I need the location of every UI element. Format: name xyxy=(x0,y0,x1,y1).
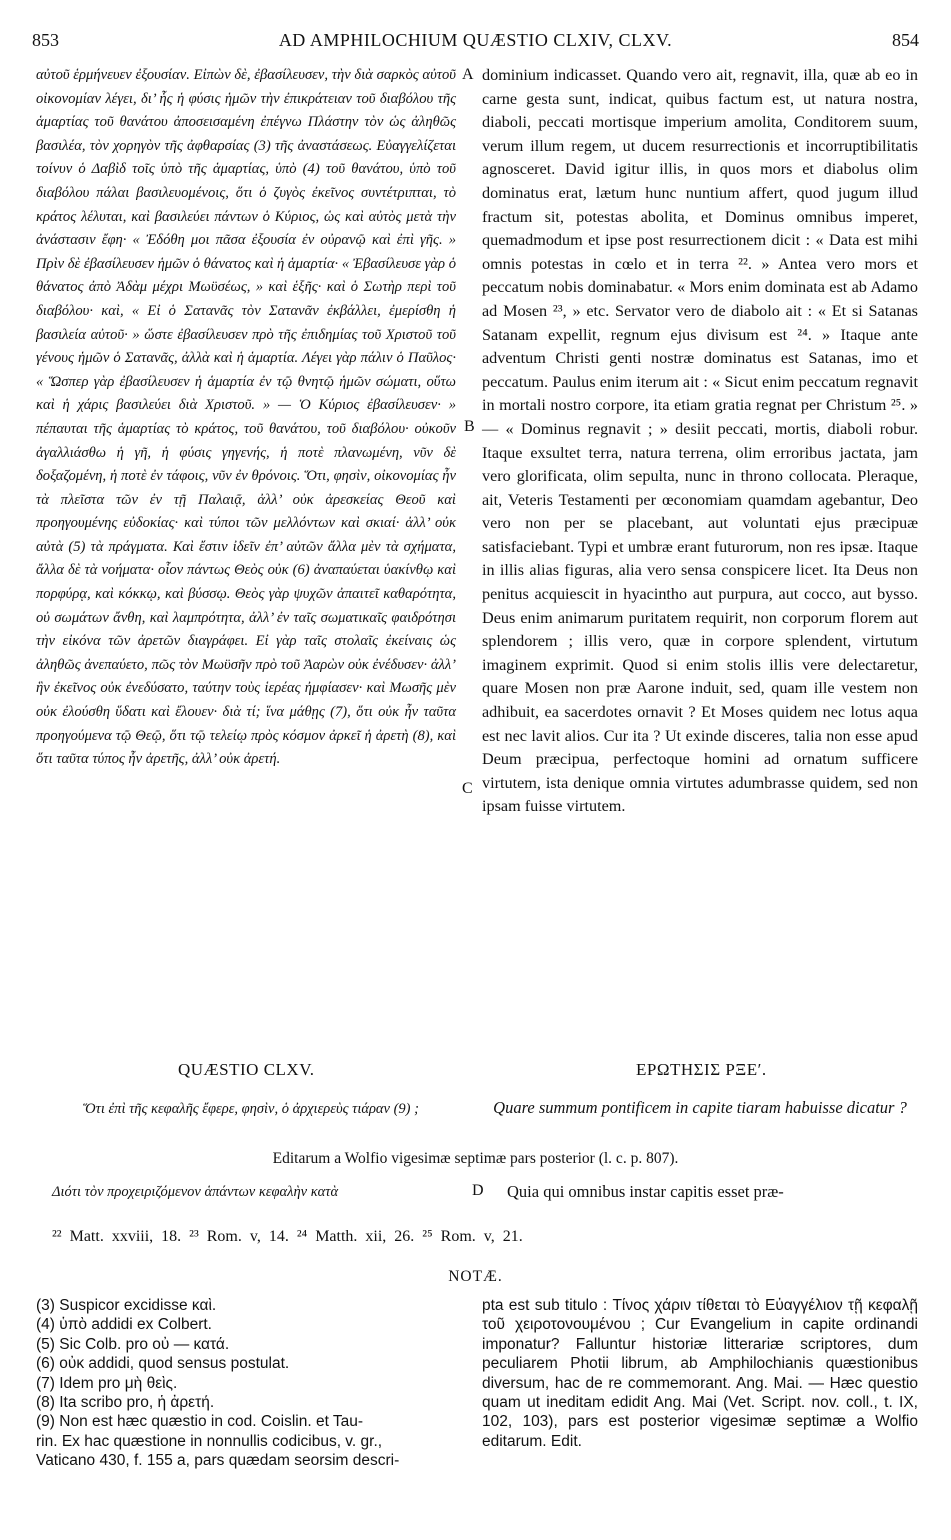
margin-letter-a: A xyxy=(462,66,474,83)
left-page-number: 853 xyxy=(32,30,59,50)
notes-left-column xyxy=(36,1296,456,1471)
question-title-latin: Quare summum pontificem in capite tiaram habuisse dicatur ? xyxy=(493,1098,907,1117)
question-heading-greek: ΕΡΩΤΗΣΙΣ ΡΞΕʹ. xyxy=(636,1060,767,1079)
latin-continuation: Quia qui omnibus instar capitis esset præ- xyxy=(507,1182,784,1201)
latin-column xyxy=(482,64,918,819)
note-line: rin. Ex hac quæstione in nonnullis codicibus, v. gr., xyxy=(36,1432,383,1450)
note-line: (8) Ita scribo pro, ἡ ἀρετή. xyxy=(36,1394,215,1412)
greek-continuation: Διότι τὸν προχειριζόμενον ἁπάντων κεφαλὴν κατὰ xyxy=(52,1184,339,1200)
note-line: (3) Suspicor excidisse καὶ. xyxy=(36,1297,217,1314)
notes-right-column xyxy=(482,1296,918,1451)
note-line: (4) ὑπὸ addidi ex Colbert. xyxy=(36,1316,212,1334)
note-line: (6) οὐκ addidi, quod sensus postulat. xyxy=(36,1355,290,1373)
note-line: (9) Non est hæc quæstio in cod. Coislin. et Tau- xyxy=(36,1413,364,1431)
scripture-references: ²² Matt. xxviii, 18. ²³ Rom. v, 14. ²⁴ Matth. xii, 26. ²⁵ Rom. v, 21. xyxy=(52,1228,523,1245)
note-line: Vaticano 430, f. 155 a, pars quædam seorsim descri- xyxy=(36,1452,400,1470)
margin-letter-b: B xyxy=(464,418,475,435)
question-heading-latin: QUÆSTIO CLXV. xyxy=(178,1060,315,1079)
right-page-number: 854 xyxy=(892,30,919,50)
note-line: (5) Sic Colb. pro οὐ — κατά. xyxy=(36,1335,230,1353)
greek-column xyxy=(36,64,456,772)
editor-note: Editarum a Wolfio vigesimæ septimæ pars posterior (l. c. p. 807). xyxy=(272,1150,679,1167)
margin-letter-d: D xyxy=(472,1182,484,1199)
note-line: (7) Idem pro μὴ θεὶς. xyxy=(36,1374,178,1392)
running-title: AD AMPHILOCHIUM QUÆSTIO CLXIV, CLXV. xyxy=(278,30,673,50)
note-continuation: pta est sub titulo : Τίνος χάριν τίθεται τὸ Εὐαγγέλιον τῇ κεφαλῇ τοῦ χειροτονουμένου ; Cur Evangelium in capite ordinandi imponatur? Falluntur historiæ litterariæ scriptores, dum peculiarem Photii librum, ab Amphilochianis quæstionibus diversum, hac de re commemorant. Ang. Mai. — Hæc questio quam ut ineditam edidit Ang. Mai (Vet. Script. nov. coll., t. IX, 102, 103), pars est posterior vigesimæ septimæ a Wolfio editarum. Edit. xyxy=(482,1297,918,1450)
running-header xyxy=(32,30,919,56)
margin-letter-c: C xyxy=(462,780,473,797)
latin-text: dominium indicasset. Quando vero ait, regnavit, illa, quæ ab eo in carne gesta sunt, indicat, quibus factum est, ut natura nostra, diaboli, peccati mortisque imperium amolita, Conditorem suum, verum illum regem, ut ducem resurrectionis et incorruptibilitatis agnosceret. David igitur illis, in quos mors et diabolus olim dominatus erat, lætum hunc nuntium affert, quod jugum illud fractum sit, potestas abolita, et Dominus omnibus imperet, quemadmodum et ipse post resurrectionem dicit : « Data est mihi omnis potestas in cœlo et in terra ²². » Antea vero mors et peccatum nobis dominabatur. « Mors enim dominata est ab Adamo ad Mosen ²³, » etc. Servator vero de diabolo ait : « Et si Satanas Satanam expellit, regnum ejus divisum est ²⁴. » Itaque ante adventum Christi genti nostræ dominatus est Satanas, imo et peccatum. Paulus enim iterum ait : « Sicut enim peccatum regnavit in mortali nostro corpore, ita etiam gratia regnat per Christum ²⁵. » — « Dominus regnavit ; » desiit peccati, mortis, diaboli robur. Itaque exsultet terra, natura terrena, olim erroribus jactata, jam vero glorificata, olim sepulta, nunc in throno collocata. Pleraque, ait, Veteris Testamenti per œconomiam quamdam agebantur, Deo vero non per se placebant, aut voluntati ejus præcipuæ satisfaciebant. Typi et umbræ erant futurorum, non res ipsæ. Itaque in illis alias figuras, alia vero sensa conspicere licet. Ita Deus non penitus acquiescit in hyacintho aut purpura, aut cocco, aut bysso. Deus enim animarum puritatem requirit, non corporum florem aut splendorem ; illis vero, quæ in corpore splendent, virtutum imaginem exprimit. Quod si enim stolis illis vere delectaretur, quare Mosen non præ Aarone induit, sed, quam ille vestem non adhibuit, ea sacerdotes ornavit ? Et Moses quidem nec lotus aqua est nec lavit alios. Cur ita ? Ut exinde disceres, talia non esse apud Deum præcipua, perfectoque homini ad ornatum sufficere virtutem, ista denique omnia virtutes adumbrasse quidem, sed non ipsam fuisse virtutem. xyxy=(482,66,918,816)
question-title-greek: Ὅτι ἐπὶ τῆς κεφαλῆς ἔφερε, φησὶν, ὁ ἀρχιερεὺς τιάραν (9) ; xyxy=(83,1101,419,1117)
greek-text: αὐτοῦ ἑρμήνευεν ἐξουσίαν. Εἰπὼν δὲ, ἐβασίλευσεν, τὴν διὰ σαρκὸς αὐτοῦ οἰκονομίαν λέγει, δι’ ἧς ἡ φύσις ἡμῶν τὴν ἐπικράτειαν τοῦ διαβόλου τῆς ἁμαρτίας τοῦ θανάτου ἀποσεισαμένη ἐπέγνω Πλάστην τὸν ὡς ἀληθῶς βασιλέα, τὸν χορηγὸν τῆς ἀφθαρσίας (3) τῆς ἀναστάσεως. Εὐαγγελίζεται τοίνυν ὁ Δαβὶδ τοῖς ὑπὸ τῆς ἁμαρτίας, ὑπὸ (4) τοῦ θανάτου, ὑπὸ τοῦ διαβόλου πάλαι βασιλευομένοις, ὅτι ὁ ζυγὸς ἐκεῖνος συντέτριπται, τὸ κράτος λέλυται, καὶ βασιλεύει πάντων ὁ Κύριος, ὡς καὶ αὐτὸς μετὰ τὴν ἀνάστασιν ἔφη· « Ἐδόθη μοι πᾶσα ἐξουσία ἐν οὐρανῷ καὶ ἐπὶ γῆς. » Πρὶν δὲ ἐβασίλευσεν ἡμῶν ὁ θάνατος καὶ ἡ ἁμαρτία· « Ἐβασίλευσε γὰρ ὁ θάνατος ἀπὸ Ἀδὰμ μέχρι Μωϋσέως, » καὶ ἑξῆς· καὶ ὁ Σωτὴρ περὶ τοῦ διαβόλου· καὶ, « Εἰ ὁ Σατανᾶς τὸν Σατανᾶν ἐκβάλλει, ἐμερίσθη ἡ βασιλεία αὐτοῦ· » ὥστε ἐβασίλευσεν πρὸ τῆς ἐπιδημίας τοῦ Χριστοῦ τοῦ γένους ἡμῶν ὁ Σατανᾶς, ἀλλὰ καὶ ἡ ἁμαρτία. Λέγει γὰρ πάλιν ὁ Παῦλος· « Ὥσπερ γὰρ ἐβασίλευσεν ἡ ἁμαρτία ἐν τῷ θνητῷ ἡμῶν σώματι, οὕτω καὶ ἡ χάρις βασιλεύει διὰ Χριστοῦ. » — Ὁ Κύριος ἐβασίλευσεν· » πέπαυται τῆς ἁμαρτίας τὸ κράτος, τοῦ θανάτου, τοῦ διαβόλου· οὐκοῦν ἀγαλλιάσθω ἡ γῆ, ἡ φύσις γηγενής, ἡ ποτὲ πλανωμένη, νῦν δὲ δοξαζομένη, ἡ ποτὲ ἐν τάφοις, νῦν ἐν θρόνοις. Ὅτι, φησὶν, οἰκονομίας ἦν τὰ πλεῖστα τῶν ἐν τῇ Παλαιᾷ, ἀλλ’ οὐκ ἀρεσκείας Θεοῦ καὶ προηγουμένης εὐδοκίας· καὶ τύποι τῶν μελλόντων καὶ σκιαί· ἀλλ’ οὐκ αὐτὰ (5) τὰ πράγματα. Καὶ ἔστιν ἰδεῖν ἐπ’ αὐτῶν ἄλλα μὲν τὰ σχήματα, ἄλλα δὲ τὰ νοήματα· οἷον πάντως Θεὸς οὐκ (6) ἀναπαύεται ὑακίνθῳ καὶ πορφύρᾳ, καὶ κόκκῳ, καὶ βύσσῳ. Θεὸς γὰρ ψυχῶν ἀπαιτεῖ καθαρότητα, οὐ σωμάτων ἄνθη, καὶ λαμπρότητα, ἀλλ’ ἐν ταῖς σωματικαῖς φαιδρότησι τὴν εἰκόνα τῶν ἀρετῶν διαγράφει. Εἰ γὰρ ταῖς στολαῖς ἐκείναις ὡς ἀληθῶς ἀνεπαύετο, πῶς τὸν Μωϋσῆν πρὸ τοῦ Ἀαρὼν οὐκ ἐνέδυσεν· ἀλλ’ ἣν ἐκεῖνος οὐκ ἐνεδύσατο, ταύτην τοὺς ἱερέας ἠμφίασεν· καὶ Μωσῆς μὲν οὐκ ἐλούσθη ὕδατι καὶ ἔλουεν· διὰ τί; ἵνα μάθῃς (7), ὅτι οὐκ ἦν ταῦτα προηγούμενα τῷ Θεῷ, ὅτι τῷ τελείῳ πρὸς κόσμον ἀρκεῖ ἡ ἀρετὴ (8), καὶ ὅτι ταῦτα τύπος ἦν ἀρετῆς, ἀλλ’ οὐκ ἀρετή. xyxy=(36,67,457,768)
notes-heading: NOTÆ. xyxy=(448,1268,503,1285)
